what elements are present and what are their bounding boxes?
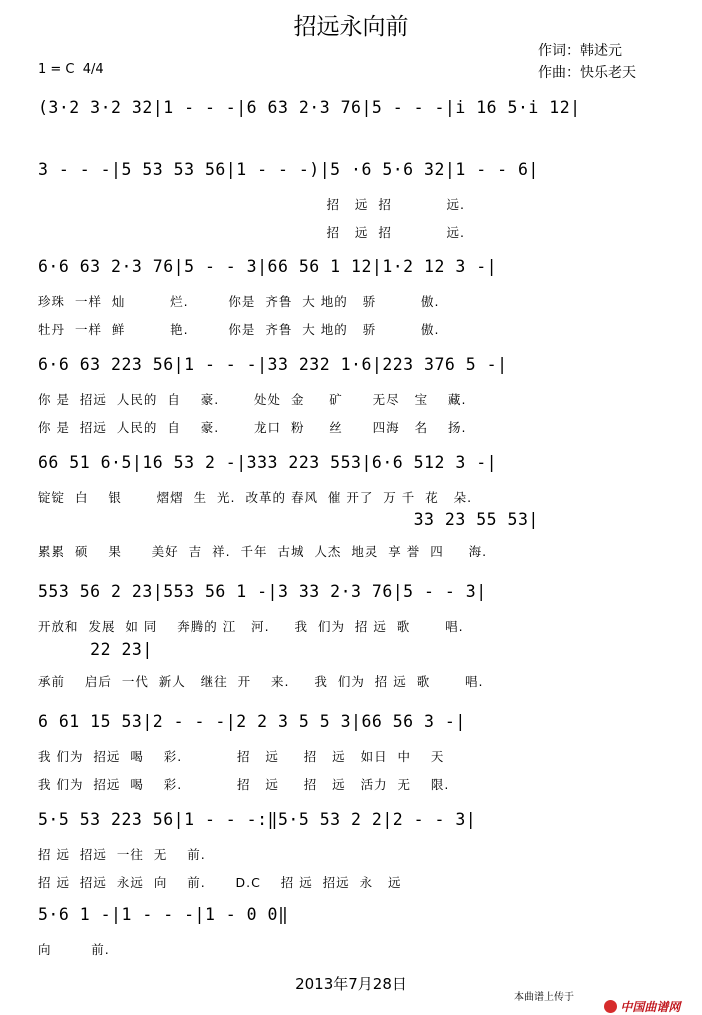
- notation-row: (3·2 3·2 32|1 - - -|6 63 2·3 76|5 - - -|i 16 5·i 12|: [38, 98, 581, 117]
- upload-note: 本曲谱上传于: [514, 992, 574, 1003]
- composer-credit: 作曲：快乐老天: [538, 65, 636, 81]
- lyric-line: 承前 启后 一代 新人 继往 开 来. 我 们为 招 远 歌 唱.: [38, 674, 484, 689]
- notation-row: 3 - - -|5 53 53 56|1 - - -)|5 ·6 5·6 32|1 - - 6|: [38, 160, 539, 179]
- lyric-line: 向 前.: [38, 942, 110, 957]
- lyric-line: 累累 硕 果 美好 吉 祥. 千年 古城 人杰 地灵 享 誉 四 海.: [38, 544, 488, 559]
- lyric-line: 你 是 招远 人民的 自 豪. 处处 金 矿 无尽 宝 藏.: [38, 392, 467, 407]
- lyric-line: 招 远 招远 一往 无 前.: [38, 847, 206, 862]
- date-line: 2013年7月28日: [295, 975, 407, 993]
- page-title: 招远永向前: [293, 14, 409, 40]
- notation-row: 22 23|: [38, 640, 153, 659]
- key-signature: 1 = C 4/4: [38, 62, 104, 77]
- notation-row: 33 23 55 53|: [38, 510, 539, 529]
- notation-row: 6 61 15 53|2 - - -|2 2 3 5 5 3|66 56 3 -|: [38, 712, 466, 731]
- notation-row: 5·6 1 -|1 - - -|1 - 0 0‖: [38, 905, 289, 924]
- lyric-line: 你 是 招远 人民的 自 豪. 龙口 粉 丝 四海 名 扬.: [38, 420, 467, 435]
- site-logo: [596, 984, 680, 1015]
- lyric-line: 我 们为 招远 喝 彩. 招 远 招 远 如日 中 天: [38, 749, 445, 764]
- lyric-line: 招 远 招 远.: [38, 225, 466, 240]
- lyric-line: 开放和 发展 如 同 奔腾的 江 河. 我 们为 招 远 歌 唱.: [38, 619, 464, 634]
- lyric-line: 牡丹 一样 鲜 艳. 你是 齐鲁 大 地的 骄 傲.: [38, 322, 440, 337]
- lyricist-credit: 作词：韩述元: [538, 43, 622, 59]
- lyric-line: 锭锭 白 银 熠熠 生 光. 改革的 春风 催 开了 万 千 花 朵.: [38, 490, 473, 505]
- lyric-line: 我 们为 招远 喝 彩. 招 远 招 远 活力 无 限.: [38, 777, 450, 792]
- logo-text: 中国曲谱网: [620, 1000, 681, 1014]
- notation-row: 553 56 2 23|553 56 1 -|3 33 2·3 76|5 - - 3|: [38, 582, 487, 601]
- notation-row: 6·6 63 223 56|1 - - -|33 232 1·6|223 376 5 -|: [38, 355, 508, 374]
- lyric-line: 珍珠 一样 灿 烂. 你是 齐鲁 大 地的 骄 傲.: [38, 294, 440, 309]
- lyric-line: 招 远 招 远.: [38, 197, 466, 212]
- notation-row: 6·6 63 2·3 76|5 - - 3|66 56 1 12|1·2 12 3 -|: [38, 257, 498, 276]
- lyric-line: 招 远 招远 永远 向 前. D.C 招 远 招远 永 远: [38, 875, 402, 890]
- logo-mark-icon: [604, 1000, 617, 1013]
- notation-row: 5·5 53 223 56|1 - - -:‖5·5 53 2 2|2 - - 3|: [38, 810, 477, 829]
- notation-row: 66 51 6·5|16 53 2 -|333 223 553|6·6 512 3 -|: [38, 453, 498, 472]
